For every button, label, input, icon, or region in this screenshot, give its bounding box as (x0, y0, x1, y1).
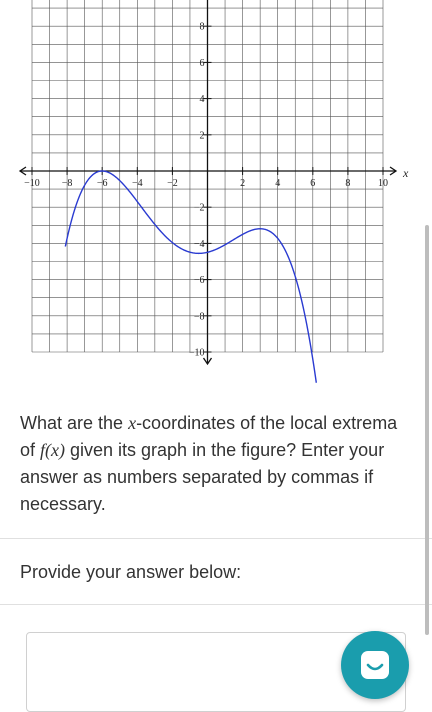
y-tick-label: −8 (193, 311, 205, 323)
x-tick-label: 4 (275, 178, 281, 189)
y-tick-label: 6 (199, 57, 205, 69)
y-tick-label: −10 (188, 347, 205, 359)
y-tick-label: 8 (199, 21, 205, 33)
y-tick-label: −4 (193, 238, 205, 250)
chat-bubble-icon (357, 647, 393, 683)
answer-prompt-label: Provide your answer below: (20, 562, 242, 582)
y-tick-label: 2 (199, 130, 205, 142)
divider (0, 538, 432, 539)
question-text: What are the x-coordinates of the local extrema of f(x) given its graph in the figure? Enter your answer as numbers separated by commas if necessary. (20, 413, 398, 514)
y-tick-label: 4 (199, 94, 205, 106)
scrollbar[interactable] (425, 225, 429, 635)
x-tick-label: 8 (345, 178, 351, 189)
x-tick-label: −10 (24, 178, 40, 189)
chat-button[interactable] (341, 631, 409, 699)
function-notation: f(x) (40, 440, 65, 460)
axes (20, 0, 396, 364)
x-tick-label: 6 (310, 178, 316, 189)
tick-labels (24, 22, 388, 359)
x-tick-label: 2 (240, 178, 246, 189)
var-x: x (128, 413, 137, 433)
x-tick-label: 10 (378, 178, 388, 189)
x-axis-name: x (403, 166, 409, 180)
x-tick-label: −2 (167, 178, 178, 189)
x-tick-label: −8 (61, 178, 73, 189)
y-tick-label: −2 (193, 202, 205, 214)
x-tick-label: −4 (131, 178, 143, 189)
divider (0, 604, 432, 605)
x-tick-label: −6 (96, 178, 108, 189)
y-tick-label: −6 (193, 275, 205, 287)
